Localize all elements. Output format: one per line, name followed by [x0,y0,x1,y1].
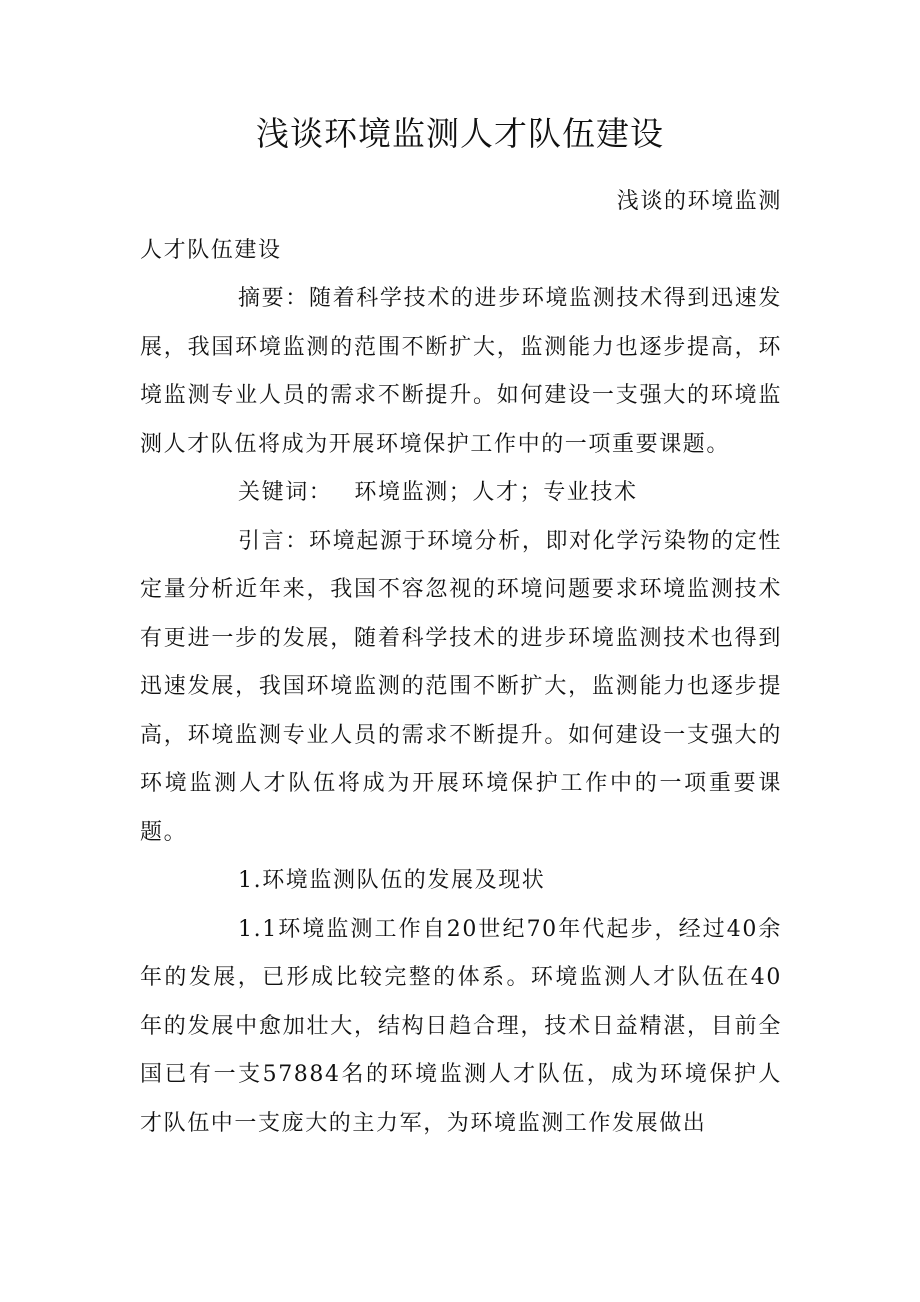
keywords-label: 关键词： [238,480,333,505]
abstract-paragraph: 摘要：随着科学技术的进步环境监测技术得到迅速发展，我国环境监测的范围不断扩大，监测能力也逐步提高，环境监测专业人员的需求不断提升。如何建设一支强大的环境监测人才队伍将成为开展环境保护工作中的一项重要课题。 [140,286,782,457]
document-title: 浅谈环境监测人才队伍建设 [256,114,664,153]
subtitle-line-1: 浅谈的环境监测 [616,189,782,214]
keywords-text: 环境监测；人才；专业技术 [354,480,638,505]
keywords-paragraph [140,469,782,518]
intro-paragraph: 引言：环境起源于环境分析，即对化学污染物的定性定量分析近年来，我国不容忽视的环境问题要求环境监测技术有更进一步的发展，随着科学技术的进步环境监测技术也得到迅速发展，我国环境监测的范围不断扩大，监测能力也逐步提高，环境监测专业人员的需求不断提升。如何建设一支强大的环境监测人才队伍将成为开展环境保护工作中的一项重要课题。 [140,528,782,845]
document-body [140,178,782,1148]
section-1-heading: 1.环境监测队伍的发展及现状 [238,868,546,893]
subtitle-line-2: 人才队伍建设 [140,237,282,263]
section-1-1-paragraph: 1.1环境监测工作自20世纪70年代起步，经过40余年的发展，已形成比较完整的体系。环境监测人才队伍在40年的发展中愈加壮大，结构日趋合理，技术日益精湛，目前全国已有一支57884名的环境监测人才队伍，成为环境保护人才队伍中一支庞大的主力军，为环境监测工作发展做出 [140,916,782,1136]
